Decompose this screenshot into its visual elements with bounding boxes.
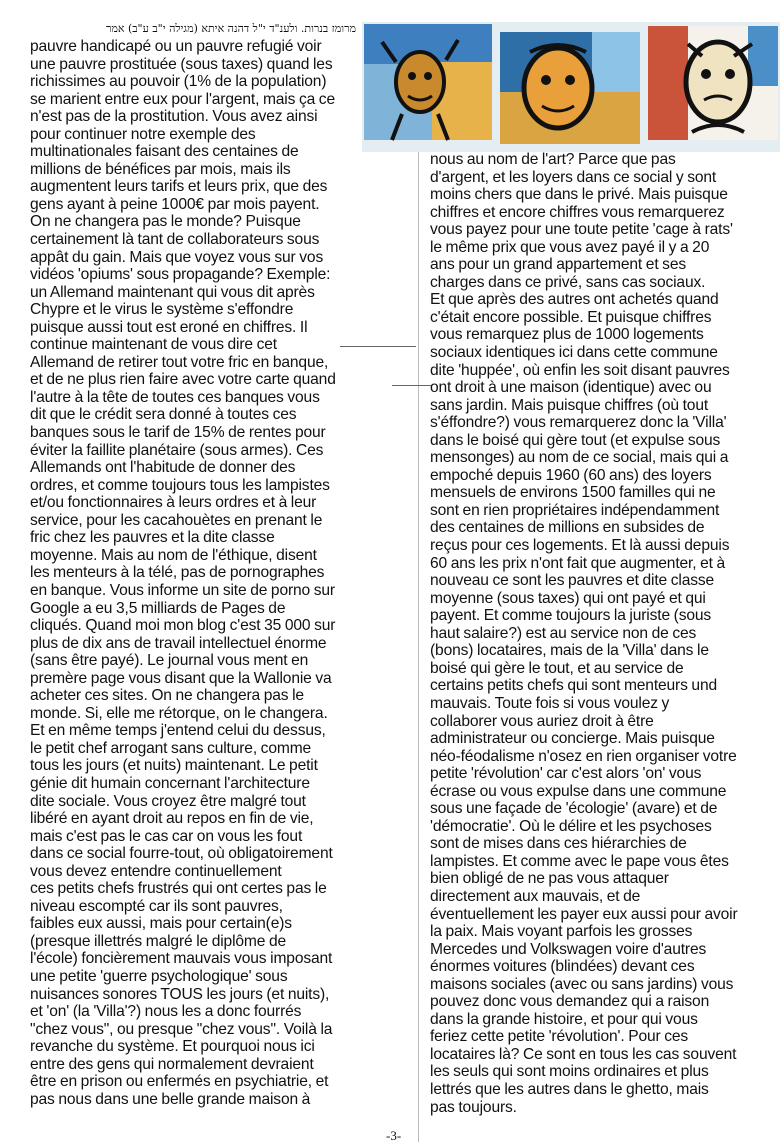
text-line: et/ou fonctionnaires à leurs ordres et à leur	[30, 494, 317, 512]
text-line: l'école) foncièrement mauvais vous imposant	[30, 950, 333, 968]
text-line: administrateur ou concierge. Mais puisque	[430, 730, 715, 748]
text-line: premère page vous disant que la Wallonie va	[30, 669, 332, 687]
text-line: gens ayant à peine 1000€ par mois payent.	[30, 195, 320, 213]
text-line: payent. Et comme toujours la juriste (sous	[430, 607, 712, 625]
text-line: plus de dix ans de travail intellectuel énorme	[30, 634, 327, 652]
text-line: sous une façade de 'écologie' (avare) et de	[430, 800, 718, 818]
text-line: banques sous le tarif de 15% de rentes pour	[30, 424, 326, 442]
text-line: écrase ou vous expulse dans une commune	[430, 782, 727, 800]
text-line: reçus pour ces logements. Et là aussi depuis	[430, 537, 730, 555]
text-line: augmentent leurs tarifs et leurs prix, que des	[30, 178, 328, 196]
text-line: fric chez les pauvres et la dite classe	[30, 529, 275, 547]
text-line: On ne changera pas le monde? Puisque	[30, 213, 301, 231]
text-line: petite 'révolution' car c'est alors 'on' vous	[430, 765, 702, 783]
text-line: une pauvre prostituée (sous taxes) quand les	[30, 55, 333, 73]
text-line: vous remarquez plus de 1000 logements	[430, 326, 704, 344]
text-line: une petite 'guerre psychologique' sous	[30, 967, 288, 985]
text-line: nouveau ce sont les pauvres et dite classe	[430, 572, 715, 590]
text-line: dans le boisé qui gère tout (et expulse sous	[430, 431, 721, 449]
text-line: et 'on' (la 'Villa'?) nous les a donc fourrés	[30, 1003, 302, 1021]
text-line: des centaines de millions en subsides de	[430, 519, 705, 537]
text-line: Allemands ont l'habitude de donner des	[30, 459, 296, 477]
text-line: (bons) locataires, mais de la 'Villa' dans le	[430, 642, 709, 660]
text-line: ordres, et comme toujours tous les lampistes	[30, 476, 330, 494]
text-line: "chez vous", ou presque "chez vous". Voilà la	[30, 1020, 333, 1038]
text-line: être en prison ou enfermés en psychiatrie, et	[30, 1073, 329, 1091]
text-line: Mercedes und Volkswagen voire d'autres	[430, 940, 707, 958]
text-line: pouvez donc vous demandez qui a raison	[430, 993, 710, 1011]
text-line: 'démocratie'. Où le délire et les psychoses	[430, 817, 712, 835]
text-line: certains petits chefs qui sont menteurs und	[430, 677, 717, 695]
text-line: éventuellement les payer eux aussi pour avoir	[430, 905, 738, 923]
decorative-face-paintings	[362, 22, 780, 152]
text-line: (presque illettrés malgré le diplôme de	[30, 932, 287, 950]
painting-panel-1	[364, 24, 492, 140]
text-line: moyenne. Mais au nom de l'éthique, disent	[30, 546, 317, 564]
text-line: sans jardin. Mais puisque chiffres (où tout	[430, 396, 709, 414]
text-line: millions de bénéfices par mois, mais ils	[30, 160, 291, 178]
text-line: les seuls qui sont moins ordinaires et plus	[430, 1063, 709, 1081]
text-line: ont droit à une maison (identique) avec ou	[430, 379, 712, 397]
text-line: cliqués. Quand moi mon blog c'est 35 000 sur	[30, 617, 336, 635]
text-line: locataires là? Ce sont en tous les cas souvent	[430, 1045, 737, 1063]
text-line: tous les jours (et nuits) maintenant. Le petit	[30, 757, 318, 775]
text-line: continue maintenant de vous dire cet	[30, 336, 277, 354]
text-line: ces petits chefs frustrés qui ont certes pas le	[30, 880, 327, 898]
text-line: multinationales faisant des centaines de	[30, 143, 299, 161]
text-line: Google a eu 3,5 milliards de Pages de	[30, 599, 286, 617]
text-line: lettrés que les autres dans le ghetto, mais	[430, 1080, 709, 1098]
text-line: se marient entre eux pour l'argent, mais ça ce	[30, 90, 335, 108]
text-line: dite 'huppée', où enfin les soit disant pauvres	[430, 361, 730, 379]
text-line: énormes voitures (blindées) devant ces	[430, 958, 695, 976]
text-line: mais c'est pas le cas car on vous les fout	[30, 827, 303, 845]
text-line: pauvre handicapé ou un pauvre refugié voir	[30, 38, 322, 55]
text-line: mensuels de environs 1500 familles qui ne	[430, 484, 716, 502]
text-line: et de ne plus rien faire avec votre carte quand	[30, 371, 336, 389]
text-line: haut salaire?) est au service non de ces	[430, 624, 697, 642]
text-line: Chypre et le virus le système s'effondre	[30, 301, 294, 319]
text-line: vidéos 'opiums' sous propagande? Exemple:	[30, 266, 331, 284]
right-text-column	[430, 151, 770, 1116]
text-line: Allemand de retirer tout votre fric en banque,	[30, 353, 329, 371]
text-line: dans ce social fourre-tout, où obligatoirement	[30, 845, 333, 863]
text-line: moyenne (sous taxes) qui ont payé et qui	[430, 589, 706, 607]
painting-panel-2	[500, 32, 640, 144]
text-line: Et que après des autres ont achetés quand	[430, 291, 719, 309]
left-text-column	[30, 38, 362, 1108]
text-line: ans pour un grand appartement et ses	[430, 256, 687, 274]
painting-panel-3	[648, 26, 778, 140]
text-line: maisons sociales (avec ou sans jardins) vous	[430, 975, 734, 993]
text-line: revanche du système. Et pourquoi nous ici	[30, 1038, 315, 1056]
text-line: pas toujours.	[430, 1098, 517, 1116]
text-line: acheter ces sites. On ne changera pas le	[30, 687, 304, 705]
text-line: richissimes au pouvoir (1% de la population)	[30, 73, 327, 91]
text-line: c'était encore possible. Et puisque chiffres	[430, 308, 712, 326]
text-line: sont en rien propriétaires indépendamment	[430, 501, 720, 519]
text-line: monde. Si, elle me rétorque, on le changera.	[30, 704, 328, 722]
text-line: service, pour les cacahouètes en prenant le	[30, 511, 323, 529]
text-line: s'éffondre?) vous remarquerez donc la 'Villa'	[430, 414, 727, 432]
horizontal-rule-right	[392, 385, 432, 386]
text-line: empoché depuis 1960 (60 ans) des loyers	[430, 466, 712, 484]
text-line: mauvais. Toute fois si vous voulez y	[430, 694, 670, 712]
hebrew-header-line: מרומז בנרות. ולענ"ד י"ל דהנה איתא (מגילה י"ב ע"ב) אמר	[105, 22, 356, 35]
text-line: dans la grande histoire, et pour qui vous	[430, 1010, 698, 1028]
text-line: chiffres et encore chiffres vous remarquerez	[430, 203, 725, 221]
text-line: pour continuer notre exemple des	[30, 125, 256, 143]
text-line: l'autre à la tête de toutes ces banques vous	[30, 388, 320, 406]
text-line: d'argent, et les loyers dans ce social y sont	[430, 168, 717, 186]
text-line: (sans être payé). Le journal vous ment en	[30, 652, 309, 670]
text-line: niveau escompté car ils sont pauvres,	[30, 897, 283, 915]
text-line: mensonges) au nom de ce social, mais qui a	[430, 449, 729, 467]
text-line: sociaux identiques ici dans cette commune	[430, 344, 718, 362]
text-line: collaborer vous auriez droit à être	[430, 712, 654, 730]
text-line: appât du gain. Mais que voyez vous sur vos	[30, 248, 324, 266]
vertical-column-rule	[418, 152, 419, 1142]
face-paintings-image	[362, 22, 780, 152]
text-line: Et en même temps j'entend celui du dessus,	[30, 722, 326, 740]
text-line: moins chers que dans le privé. Mais puisque	[430, 186, 728, 204]
text-line: le petit chef arrogant sans culture, comme	[30, 739, 312, 757]
text-line: nuisances sonores TOUS les jours (et nuits),	[30, 985, 330, 1003]
text-line: les menteurs à la télé, pas de pornographes	[30, 564, 325, 582]
page-number: -3-	[386, 1128, 402, 1143]
text-line: feriez cette petite 'révolution'. Pour ces	[430, 1028, 689, 1046]
text-line: lampistes. Et comme avec le pape vous êtes	[430, 852, 729, 870]
text-line: le même prix que vous avez payé il y a 20	[430, 238, 710, 256]
text-line: en banque. Vous informe un site de porno sur	[30, 581, 335, 599]
text-line: charges dans ce privé, sans cas sociaux.	[430, 273, 706, 291]
text-line: néo-féodalisme n'osez en rien organiser votre	[430, 747, 737, 765]
text-line: puisque aussi tout est eroné en chiffres. Il	[30, 318, 308, 336]
text-line: boisé qui gère le tout, et au service de	[430, 659, 684, 677]
text-line: un Allemand maintenant qui vous dit après	[30, 283, 315, 301]
text-line: 60 ans les prix n'ont fait que augmenter, et à	[430, 554, 725, 572]
text-line: pas nous dans une belle grande maison à	[30, 1090, 311, 1108]
text-line: entre des gens qui normalement devraient	[30, 1055, 314, 1073]
text-line: n'est pas de la prostitution. Vous avez ainsi	[30, 108, 318, 126]
text-line: vous payez pour une toute petite 'cage à rats'	[430, 221, 733, 239]
text-line: la paix. Mais voyant parfois les grosses	[430, 923, 693, 941]
text-line: directement aux mauvais, et de	[430, 887, 641, 905]
text-line: sont de mises dans ces hiérarchies de	[430, 835, 687, 853]
text-line: éviter la faillite planétaire (sous armes). Ces	[30, 441, 324, 459]
text-line: faibles eux aussi, mais pour certain(e)s	[30, 915, 292, 933]
text-line: dit que le crédit sera donné à toutes ces	[30, 406, 297, 424]
text-line: certainement là tant de collaborateurs sous	[30, 231, 320, 249]
text-line: génie dit humain concernant l'architecture	[30, 774, 310, 792]
text-line: bien obligé de ne pas vous attaquer	[430, 870, 669, 888]
text-line: nous au nom de l'art? Parce que pas	[430, 151, 676, 168]
text-line: vous devez entendre continuellement	[30, 862, 282, 880]
text-line: libéré en ayant droit au repos en fin de vie,	[30, 810, 314, 828]
text-line: dite sociale. Vous croyez être malgré tout	[30, 792, 306, 810]
